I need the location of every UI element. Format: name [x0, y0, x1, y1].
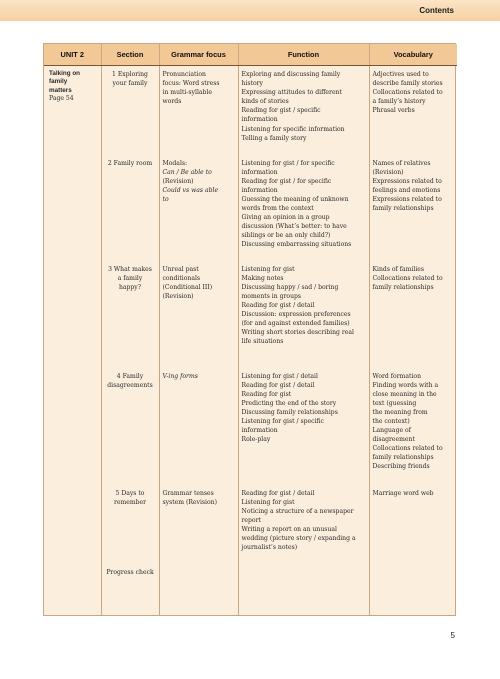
grammar-line: (Conditional III)	[162, 283, 213, 291]
unit-page-ref: Page 54	[49, 95, 74, 103]
function-line: Reading for gist / detail	[241, 489, 315, 497]
function-line: Listening for gist	[241, 498, 295, 506]
vocabulary-line: Language of	[372, 427, 411, 435]
function-line: siblings or be an only child?)	[241, 232, 331, 240]
vocabulary-cell	[369, 261, 457, 368]
vocabulary-line: Collocations related to	[372, 274, 443, 282]
header-section: Section	[101, 44, 159, 66]
function-line: report	[241, 516, 261, 524]
function-line: kinds of stories	[241, 98, 289, 106]
vocabulary-line: Kinds of families	[372, 265, 424, 273]
function-cell	[238, 485, 369, 564]
grammar-line: in multi-syllable	[162, 89, 212, 97]
grammar-cell	[159, 261, 238, 368]
grammar-line: to	[162, 195, 169, 203]
grammar-line: Modals:	[162, 159, 188, 167]
vocabulary-line: feelings and emotions	[372, 186, 441, 194]
grammar-cell	[159, 485, 238, 564]
function-line: Exploring and discussing family	[241, 71, 341, 78]
vocabulary-cell	[369, 485, 457, 564]
function-line: Noticing a structure of a newspaper	[241, 507, 354, 515]
vocabulary-line: a family’s history	[372, 98, 426, 106]
table-body	[44, 66, 457, 616]
grammar-cell	[159, 368, 238, 485]
unit-empty-cell	[44, 485, 101, 564]
contents-table-wrapper	[43, 43, 456, 616]
function-cell	[238, 368, 369, 485]
vocabulary-line: (Revision)	[372, 168, 404, 176]
grammar-line: system (Revision)	[162, 498, 217, 506]
table-row	[44, 485, 457, 564]
function-line: Expressing attitudes to different	[241, 89, 342, 97]
unit-title-cell	[44, 66, 101, 155]
section-line: your family	[112, 80, 148, 88]
section-cell	[101, 564, 159, 616]
function-line: Guessing the meaning of unknown	[241, 195, 349, 203]
vocabulary-line: family relationships	[372, 204, 434, 212]
function-cell	[238, 66, 369, 155]
function-line: Discussing embarrassing situations	[241, 241, 352, 249]
header-vocabulary: Vocabulary	[369, 44, 457, 66]
vocabulary-line: Collocations related to	[372, 89, 443, 97]
function-line: Listening for gist	[241, 265, 295, 273]
function-cell	[238, 155, 369, 261]
function-line: journalist’s notes)	[241, 544, 298, 552]
function-line: Predicting the end of the story	[241, 399, 337, 407]
function-line: Reading for gist / detail	[241, 381, 315, 389]
function-line: Listening for gist / detail	[241, 372, 318, 380]
function-line: Discussing family relationships	[241, 408, 338, 416]
vocabulary-cell	[369, 368, 457, 485]
section-line: a family	[117, 274, 143, 282]
unit-empty-cell	[44, 368, 101, 485]
function-line: moments in groups	[241, 292, 302, 300]
section-line: Progress check	[106, 568, 154, 576]
grammar-line: Could vs was able	[162, 186, 219, 194]
vocabulary-line: Phrasal verbs	[372, 107, 415, 115]
grammar-cell	[159, 155, 238, 261]
function-line: Giving an opinion in a group	[241, 214, 330, 222]
section-cell	[101, 261, 159, 368]
table-row	[44, 155, 457, 261]
section-cell	[101, 485, 159, 564]
function-line: information	[241, 168, 278, 176]
function-line: Discussion: expression preferences	[241, 310, 351, 318]
function-line: Writing a report on an unusual	[241, 525, 337, 533]
vocabulary-line: Finding words with a	[372, 381, 439, 389]
function-line: Writing short stories describing real	[241, 329, 354, 337]
function-line: Listening for gist / for specific	[241, 159, 335, 167]
function-line: (for and against extended families)	[241, 320, 350, 328]
grammar-cell	[159, 66, 238, 155]
grammar-line: (Revision)	[162, 292, 194, 300]
function-line: Discussing happy / sad / boring	[241, 283, 339, 291]
vocabulary-line: the meaning from	[372, 408, 428, 416]
grammar-line: conditionals	[162, 274, 201, 282]
section-line: happy?	[118, 283, 142, 291]
unit-title-line: Talking on	[49, 70, 81, 77]
function-line: Reading for gist / for specific	[241, 177, 332, 185]
table-row	[44, 368, 457, 485]
section-line: 4 Family	[116, 372, 144, 380]
section-cell	[101, 66, 159, 155]
grammar-cell	[159, 564, 238, 616]
function-line: history	[241, 80, 263, 88]
header-function: Function	[238, 44, 369, 66]
function-line: Listening for specific information	[241, 125, 345, 133]
vocabulary-line: Adjectives used to	[372, 71, 429, 78]
table-row	[44, 261, 457, 368]
vocabulary-line: family relationships	[372, 283, 434, 291]
vocabulary-line: describe family stories	[372, 80, 443, 88]
vocabulary-cell	[369, 155, 457, 261]
section-cell	[101, 155, 159, 261]
section-cell	[101, 368, 159, 485]
function-line: words from the context	[241, 204, 314, 212]
page-number: 5	[450, 631, 455, 640]
header-bar	[0, 0, 500, 21]
function-line: information	[241, 186, 278, 194]
function-cell	[238, 261, 369, 368]
function-line: information	[241, 427, 278, 435]
unit-title-line: matters	[49, 86, 72, 94]
section-line: disagreements	[107, 381, 153, 389]
vocabulary-line: family relationships	[372, 454, 434, 462]
function-line: Telling a family story	[241, 134, 307, 142]
function-line: Reading for gist / specific	[241, 107, 321, 115]
unit-empty-cell	[44, 564, 101, 616]
function-line: Reading for gist	[241, 390, 292, 398]
header-title: Contents	[419, 6, 454, 15]
function-line: Reading for gist / detail	[241, 301, 315, 309]
vocabulary-line: disagreement	[372, 436, 415, 444]
function-line: Role-play	[241, 436, 271, 444]
table-row	[44, 66, 457, 155]
vocabulary-line: Names of relatives	[372, 159, 431, 167]
vocabulary-line: Word formation	[372, 372, 422, 380]
grammar-line: V-ing forms	[162, 372, 198, 380]
grammar-line: Pronunciation	[162, 71, 206, 78]
vocabulary-cell	[369, 564, 457, 616]
table-header-row	[44, 44, 457, 66]
vocabulary-line: Collocations related to	[372, 445, 443, 453]
unit-empty-cell	[44, 155, 101, 261]
grammar-line: (Revision)	[162, 177, 194, 185]
vocabulary-line: text (guessing	[372, 399, 417, 407]
grammar-line: Unreal past	[162, 265, 199, 273]
vocabulary-line: Expressions related to	[372, 177, 442, 185]
vocabulary-line: close meaning in the	[372, 390, 437, 398]
vocabulary-line: Marriage word web	[372, 489, 434, 497]
unit-title-line: family	[49, 78, 68, 86]
function-line: information	[241, 116, 278, 124]
function-cell	[238, 564, 369, 616]
function-line: wedding (picture story / expanding a	[241, 534, 356, 542]
section-line: 2 Family room	[107, 159, 153, 167]
vocabulary-line: Describing friends	[372, 463, 430, 471]
section-line: 1 Exploring	[112, 71, 148, 78]
header-unit: UNIT 2	[44, 44, 101, 66]
unit-empty-cell	[44, 261, 101, 368]
function-line: discussion (What’s better: to have	[241, 223, 347, 231]
grammar-line: Can / Be able to	[162, 168, 212, 176]
section-line: 5 Days to	[115, 489, 145, 497]
grammar-line: focus: Word stress	[162, 80, 220, 88]
section-line: 3 What makes	[108, 265, 152, 273]
vocabulary-line: the context)	[372, 417, 410, 425]
grammar-line: words	[162, 98, 182, 106]
vocabulary-line: Expressions related to	[372, 195, 442, 203]
grammar-line: Grammar tenses	[162, 489, 214, 497]
vocabulary-cell	[369, 66, 457, 155]
contents-table	[44, 44, 457, 616]
function-line: life situations	[241, 338, 284, 346]
section-line: remember	[113, 498, 147, 506]
function-line: Making notes	[241, 274, 284, 282]
table-row	[44, 564, 457, 616]
function-line: Listening for gist / specific	[241, 417, 324, 425]
header-grammar-focus: Grammar focus	[159, 44, 238, 66]
